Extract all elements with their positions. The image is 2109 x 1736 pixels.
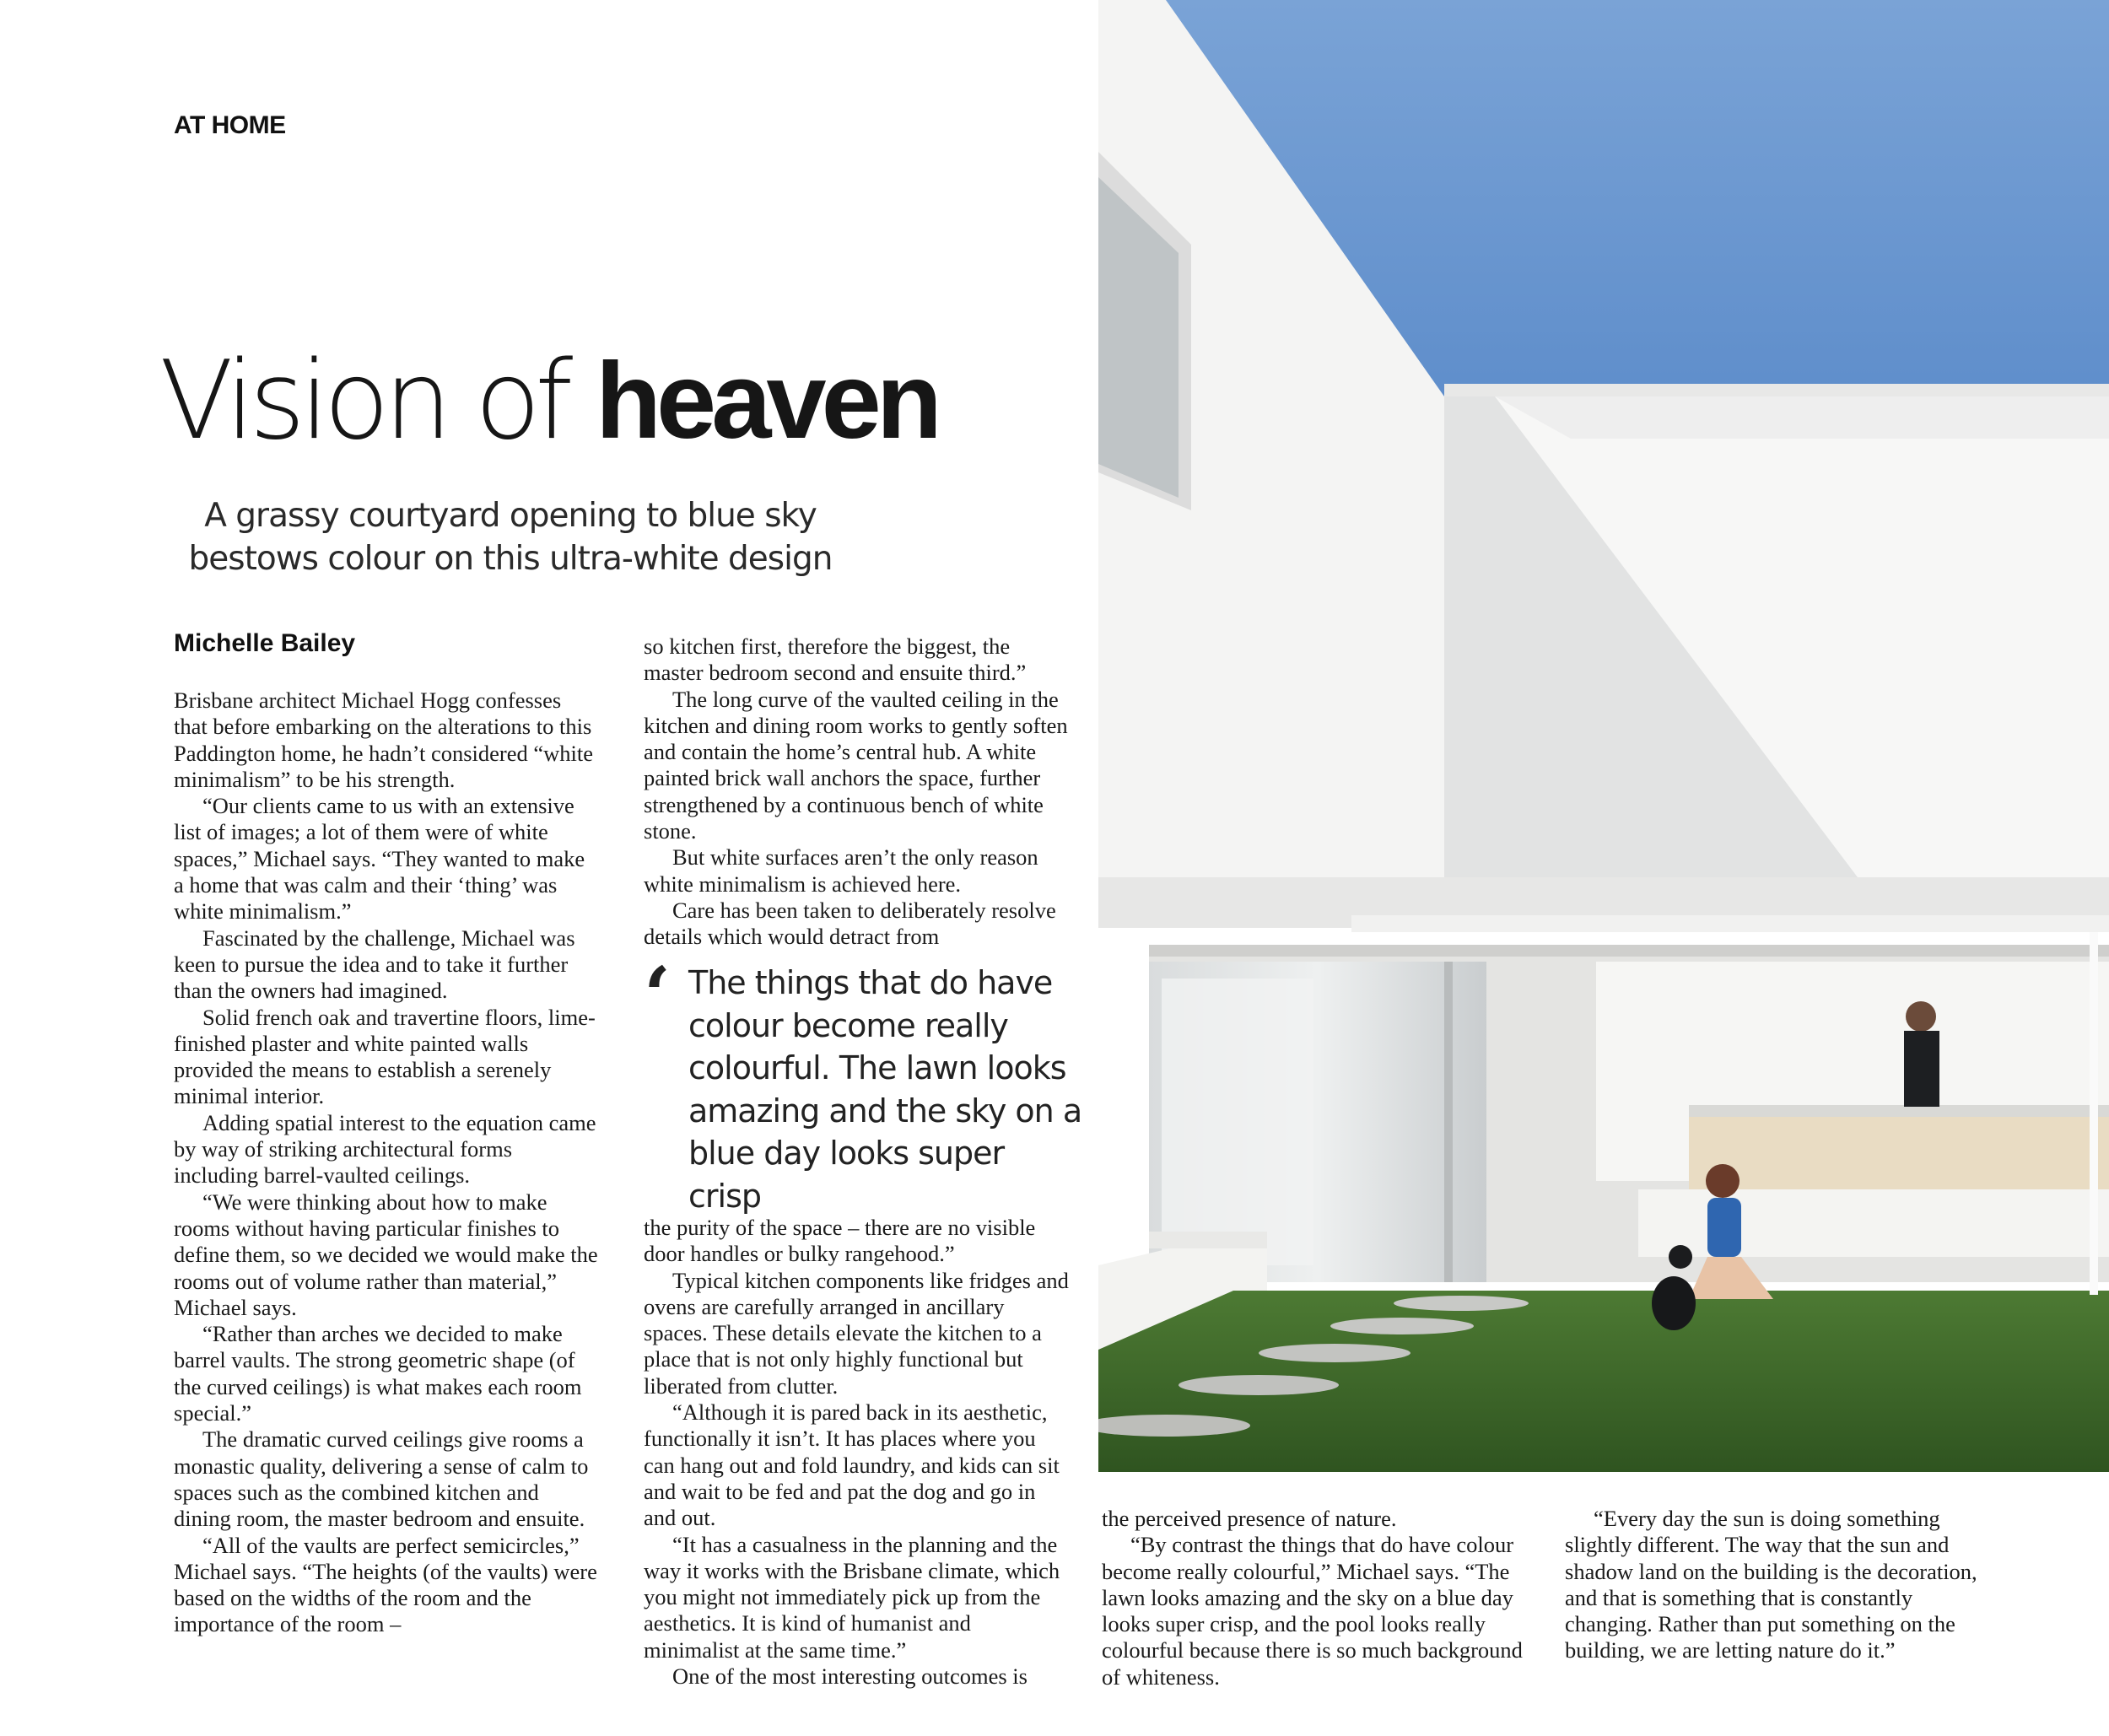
paragraph: “Every day the sun is doing something slightly different. The way that the sun and shadow land on the building is the decoration, and that is something that is constantly changing. Rather than put something on the building, we are letting nature do it.”: [1565, 1506, 1977, 1663]
paragraph: One of the most interesting outcomes is: [672, 1663, 1028, 1690]
paragraph: The long curve of the vaulted ceiling in the kitchen and dining room works to gently soften and contain the home’s central hub. A white painted brick wall anchors the space, further strengthened by a continuous bench of white stone.: [644, 686, 1068, 844]
paragraph: Typical kitchen components like fridges and ovens are carefully arranged in ancillary spaces. These details elevate the kitchen to a place that is not only highly functional but liberated from clutter.: [644, 1267, 1069, 1399]
standfirst: [0, 494, 1021, 580]
article-column-2-top: [644, 633, 1070, 951]
paragraph: The dramatic curved ceilings give rooms a monastic quality, delivering a sense of calm to spaces such as the combined kitchen and dining room, the master bedroom and ensuite.: [174, 1426, 589, 1532]
paragraph: Care has been taken to deliberately resolve details which would detract from: [644, 897, 1056, 950]
standfirst-line: bestows colour on this ultra-white design: [188, 540, 833, 578]
paragraph: “Although it is pared back in its aesthetic, functionally it isn’t. It has places where you can hang out and fold laundry, and kids can sit and wait to be fed and pat the dog and go in and out.: [644, 1399, 1060, 1531]
paragraph: But white surfaces aren’t the only reason white minimalism is achieved here.: [644, 844, 1038, 897]
paragraph: “All of the vaults are perfect semicircles,” Michael says. “The heights (of the vaults) were based on the widths of the room and the importance of the room –: [174, 1532, 597, 1637]
paragraph: “It has a casualness in the planning and the way it works with the Brisbane climate, which you might not immediately pick up from the aesthetics. It is kind of humanist and minimalist at the same time.”: [644, 1531, 1060, 1663]
standfirst-line: A grassy courtyard opening to blue sky: [204, 497, 817, 535]
article-column-1: [174, 687, 600, 1638]
paragraph: Adding spatial interest to the equation came by way of striking architectural forms including barrel-vaulted ceilings.: [174, 1109, 596, 1189]
paragraph: “Our clients came to us with an extensive list of images; a lot of them were of white spaces,” Michael says. “They wanted to make a home that was calm and their ‘thing’ was white minimalism.”: [174, 793, 585, 925]
paragraph: the perceived presence of nature.: [1102, 1506, 1397, 1531]
paragraph: “Rather than arches we decided to make barrel vaults. The strong geometric shape (of the curved ceilings) is what makes each room special.”: [174, 1321, 582, 1426]
house-courtyard-photo: [1098, 0, 2109, 1472]
paragraph: “By contrast the things that do have colour become really colourful,” Michael says. “The lawn looks amazing and the sky on a blue day looks super crisp, and the pool looks really colourful because there is so much background of whiteness.: [1102, 1532, 1523, 1690]
paragraph: Brisbane architect Michael Hogg confesses that before embarking on the alterations to this Paddington home, he hadn’t considered “white minimalism” to be his strength.: [174, 687, 594, 792]
paragraph: “We were thinking about how to make rooms without having particular finishes to define them, so we decided we would make the rooms out of volume rather than material,” Michael says.: [174, 1189, 598, 1320]
paragraph: Solid french oak and travertine floors, lime-finished plaster and white painted walls provided the means to establish a serenely minimal interior.: [174, 1004, 596, 1109]
pull-quote-text: The things that do have colour become really colourful. The lawn looks amazing and the sky on a blue day looks super crisp: [688, 964, 1082, 1215]
headline: [0, 338, 1097, 464]
paragraph: the purity of the space – there are no visible door handles or bulky rangehood.”: [644, 1215, 1036, 1267]
headline-bold: heaven: [595, 341, 937, 461]
headline-light: Vision of: [159, 338, 596, 464]
article-column-2-bottom: [644, 1215, 1070, 1690]
article-column-3: [1102, 1506, 1528, 1690]
article-column-4: [1565, 1506, 1991, 1664]
section-label: AT HOME: [174, 111, 286, 139]
quote-mark-icon: ‘: [644, 950, 672, 1041]
byline: Michelle Bailey: [174, 629, 356, 657]
paragraph: Fascinated by the challenge, Michael was keen to pursue the idea and to take it further than the owners had imagined.: [174, 925, 575, 1004]
paragraph: so kitchen first, therefore the biggest, the master bedroom second and ensuite third.”: [644, 633, 1027, 686]
